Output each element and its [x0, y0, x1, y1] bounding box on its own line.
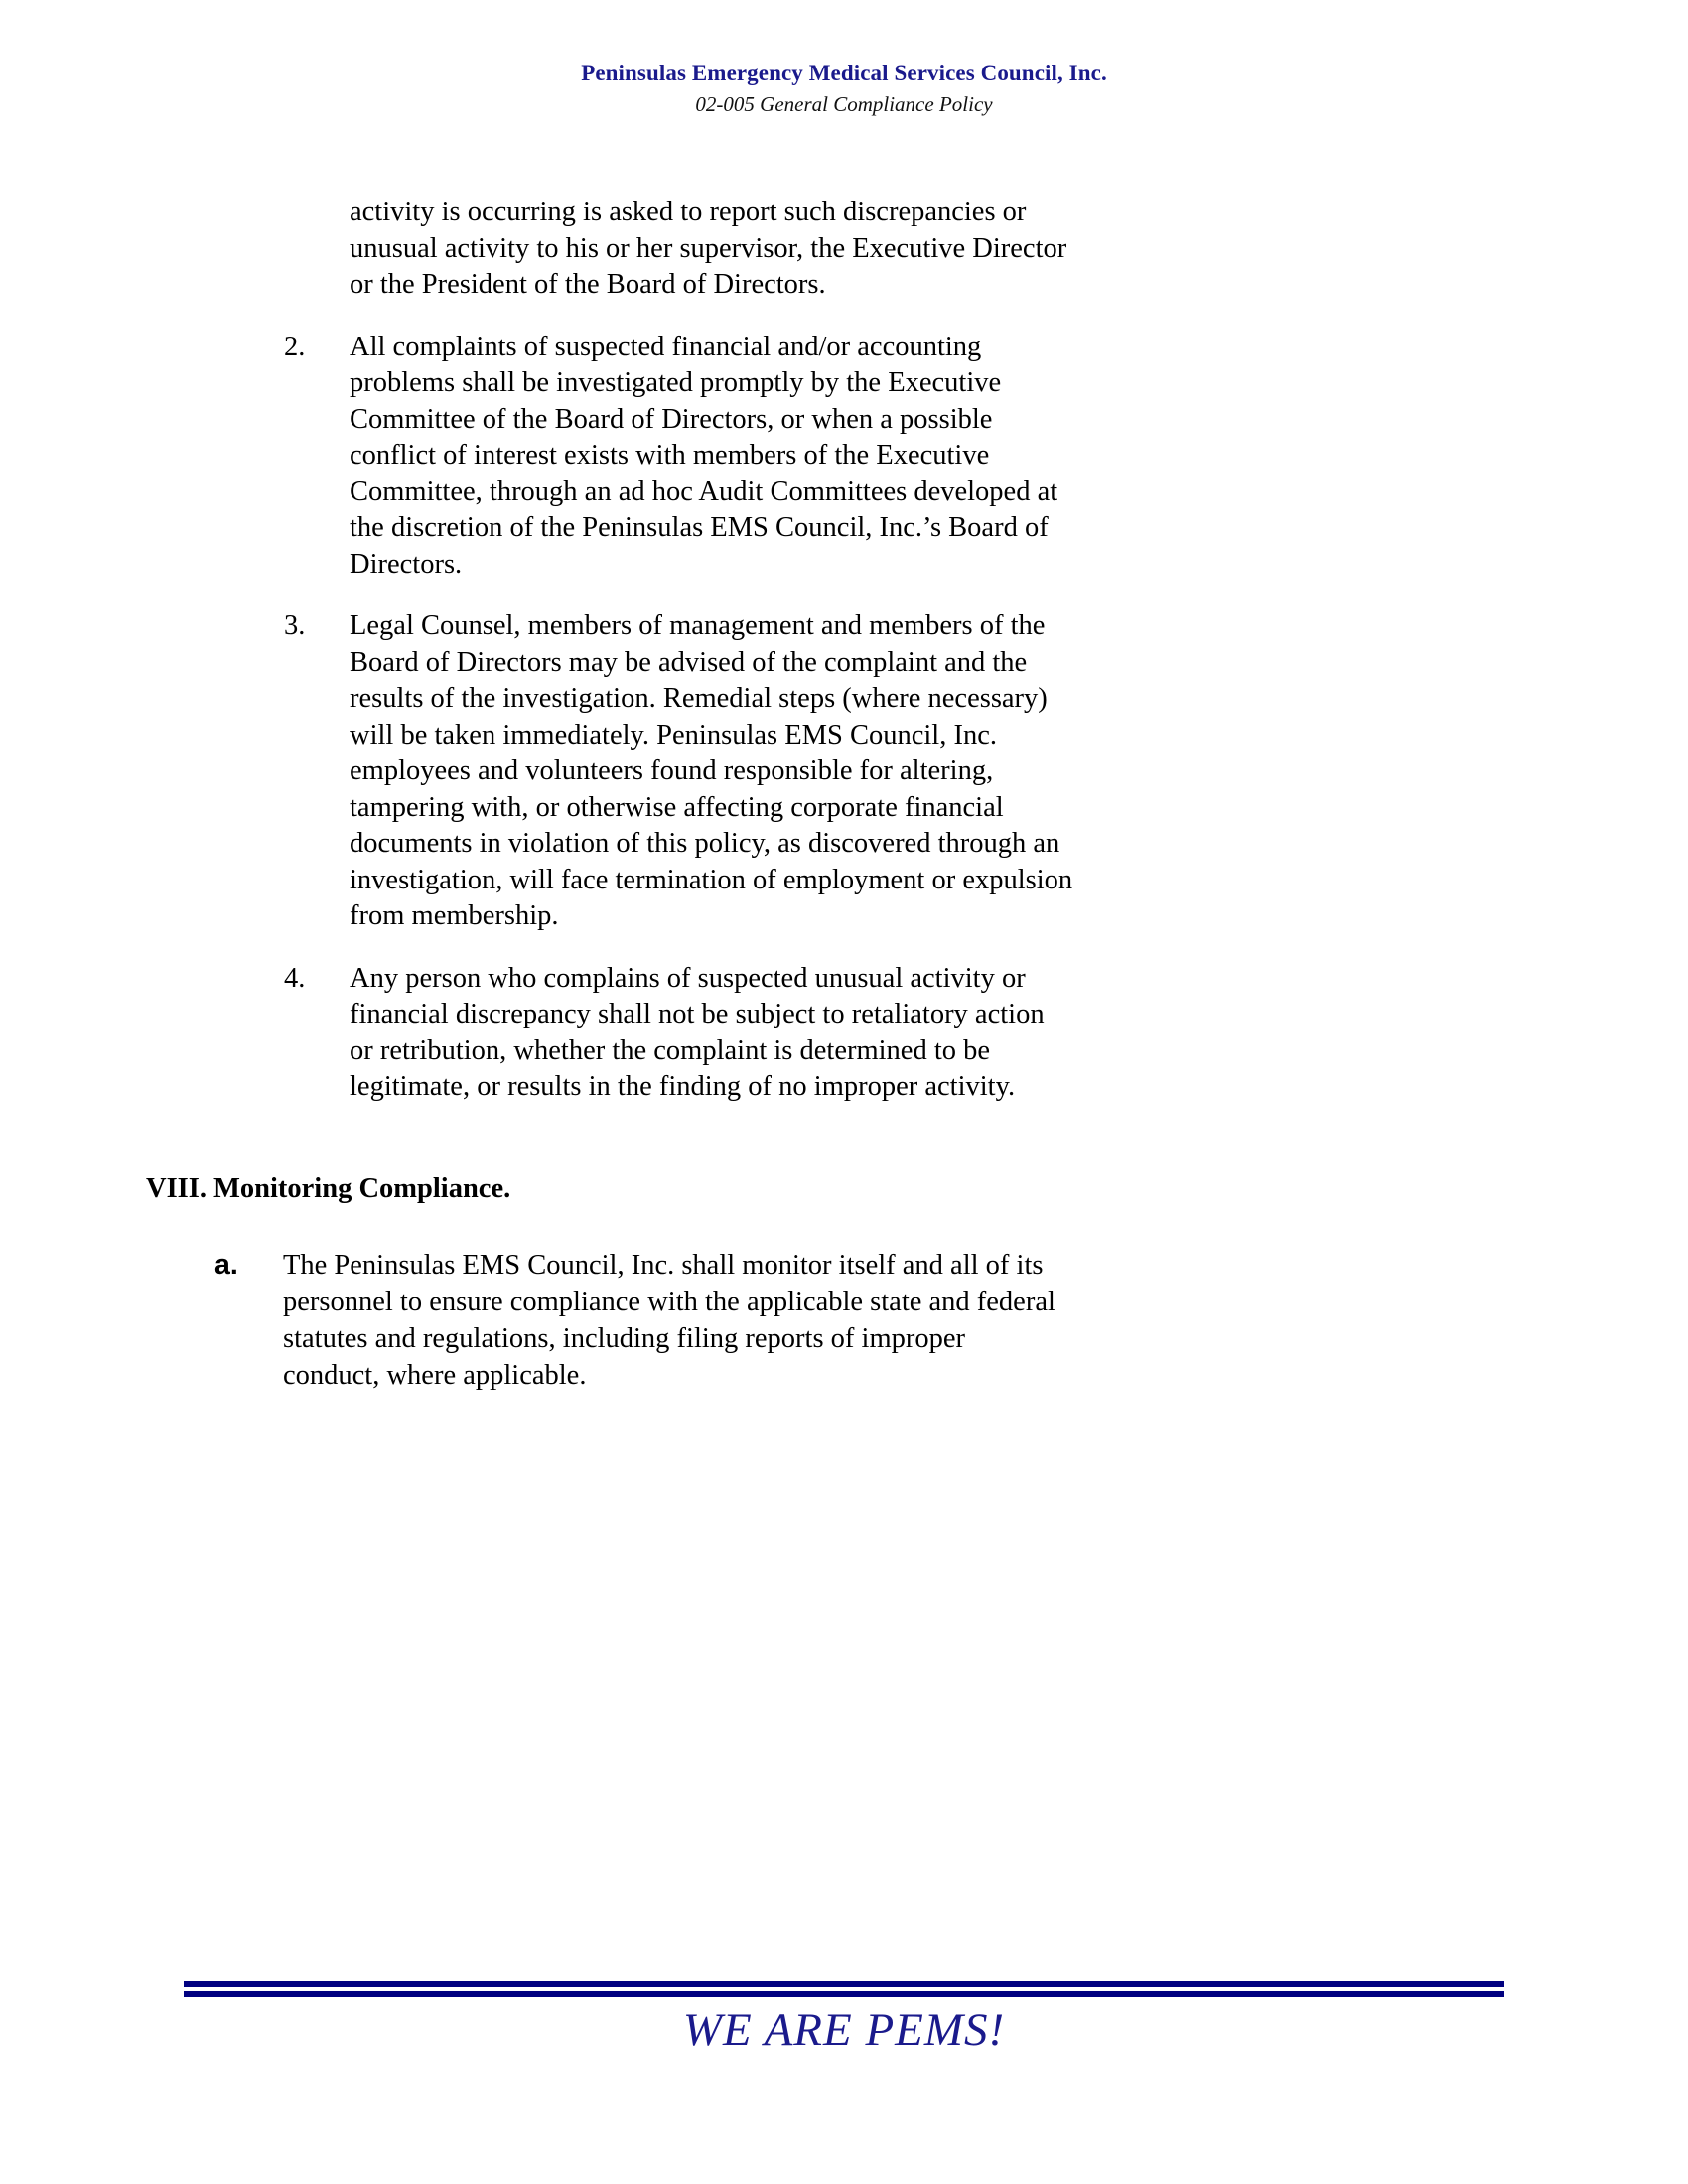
list-marker: 3.	[284, 611, 306, 641]
numbered-item	[0, 609, 1688, 935]
section-heading	[0, 1171, 1688, 1211]
organization-title: Peninsulas Emergency Medical Services Council, Inc.	[581, 61, 1107, 85]
page-header	[0, 60, 1688, 117]
footer-divider	[184, 1981, 1504, 1997]
footer-slogan: WE ARE PEMS!	[682, 2004, 1006, 2056]
continuation-paragraph: activity is occurring is asked to report such discrepancies or unusual activity to his or her supervisor, the Executive Director or the President of the Board of Directors.	[350, 197, 1067, 300]
document-body	[0, 195, 1688, 1394]
list-item-text: The Peninsulas EMS Council, Inc. shall monitor itself and all of its personnel to ensure compliance with the applicable state and federal statutes and regulations, including filing reports of improper conduct, where applicable.	[283, 1249, 1055, 1391]
section-title: Monitoring Compliance.	[213, 1172, 511, 1204]
policy-subtitle: 02-005 General Compliance Policy	[695, 91, 993, 116]
list-marker: a.	[214, 1248, 238, 1281]
numbered-item	[0, 330, 1688, 584]
list-marker: 4.	[284, 962, 306, 994]
numbered-item	[0, 961, 1688, 1106]
list-item-text: Any person who complains of suspected unusual activity or financial discrepancy shall not be subject to retaliatory action or retribution, whether the complaint is determined to be legitimate, or results in the finding of no improper activity.	[350, 962, 1045, 1102]
section-numeral: VIII.	[146, 1172, 207, 1204]
list-marker: 2.	[284, 331, 306, 362]
footer-rule-lower	[184, 1991, 1504, 1997]
list-item-text: Legal Counsel, members of management and members of the Board of Directors may be advised of the complaint and the results of the investigation. Remedial steps (where necessary) will be taken immediately. Peninsulas EMS Council, Inc. employees and volunteers found responsible for altering, tampering with, or otherwise affecting corporate financial documents in violation of this policy, as discovered through an investigation, will face termination of employment or expulsion from membership.	[350, 611, 1073, 931]
lettered-item	[0, 1247, 1688, 1394]
list-item-text: All complaints of suspected financial and/or accounting problems shall be investigated promptly by the Executive Committee of the Board of Directors, or when a possible conflict of interest exists with members of the Executive Committee, through an ad hoc Audit Committees developed at the discretion of the Peninsulas EMS Council, Inc.’s Board of Directors.	[350, 331, 1058, 580]
